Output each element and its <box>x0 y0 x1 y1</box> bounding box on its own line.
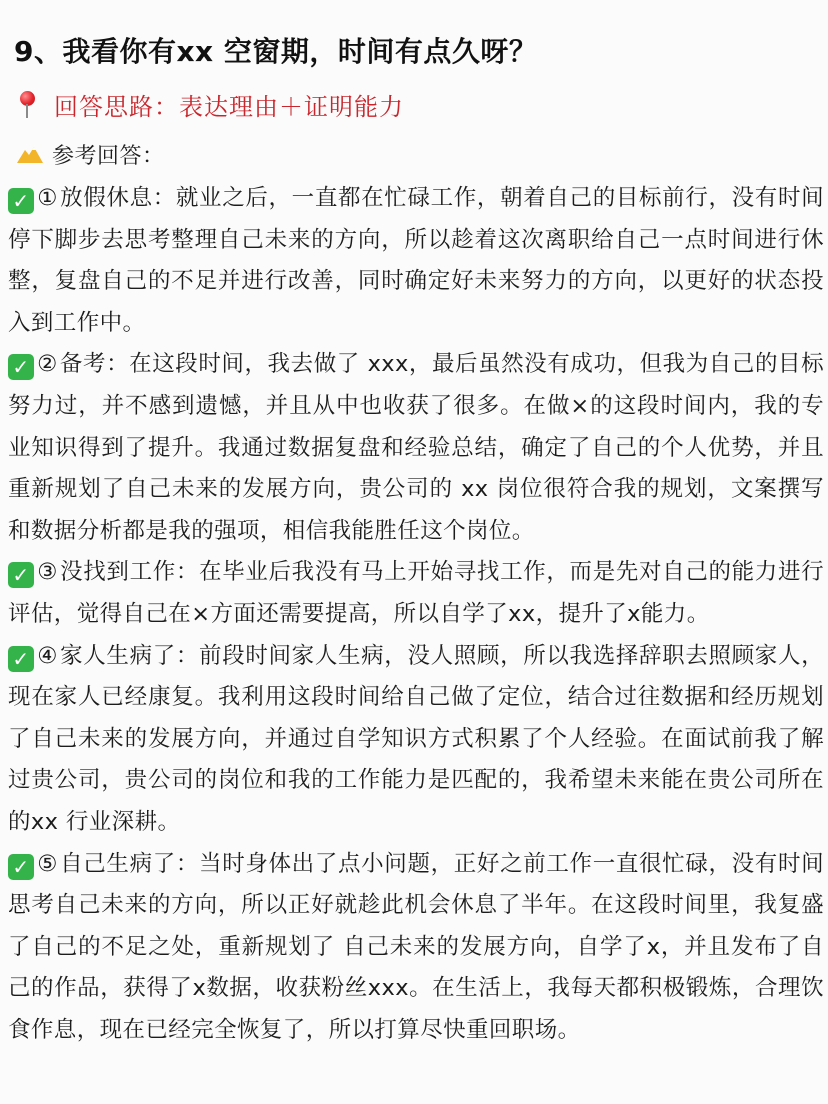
answer-text: 没找到工作：在毕业后我没有马上开始寻找工作，而是先对自己的能力进行评估，觉得自己在×方面还需要提高，所以自学了xx，提升了x能力。 <box>8 559 825 627</box>
answer-text: 备考：在这段时间，我去做了 xxx，最后虽然没有成功，但我为自己的目标努力过，并不感到遗憾，并且从中也收获了很多。在做×的这段时间内，我的专业知识得到了提升。我通过数据复盘和经验总结，确定了自己的个人优势，并且重新规划了自己未来的发展方向，贵公司的 xx 岗位很符合我的规划，文案撰写和数据分析都是我的强项，相信我能胜任这个岗位。 <box>8 351 824 544</box>
mountain-icon <box>16 144 44 164</box>
check-mark-button-icon: ✓ <box>8 646 34 672</box>
answer-number: ② <box>37 351 58 378</box>
answer-item <box>8 178 824 344</box>
check-mark-button-icon: ✓ <box>8 562 34 588</box>
answer-number: ① <box>37 185 59 211</box>
answer-approach <box>16 78 824 130</box>
check-mark-button-icon: ✓ <box>8 354 34 380</box>
answer-list <box>8 178 824 1051</box>
answer-item <box>8 844 824 1052</box>
check-mark-button-icon: ✓ <box>8 854 34 880</box>
check-mark-button-icon: ✓ <box>8 188 34 214</box>
answer-item <box>8 344 824 552</box>
answer-number: ③ <box>37 559 59 586</box>
question-title: 9、我看你有xx 空窗期，时间有点久呀？ <box>14 35 538 68</box>
reference-label: 参考回答： <box>52 143 165 169</box>
reference-answer-heading <box>16 130 824 178</box>
answer-number: ⑤ <box>37 850 59 877</box>
answer-text: 自己生病了：当时身体出了点小问题，正好之前工作一直很忙碌，没有时间思考自己未来的方向，所以正好就趁此机会休息了半年。在这段时间里，我复盛了自己的不足之处，重新规划了 自己未来的发展方向，自学了x，并且发布了自己的作品，获得了x数据，收获粉丝xxx。在生活上，我每天都积极锻炼，合理饮食作息，现在已经完全恢复了，所以打算尽快重回职场。 <box>8 850 825 1043</box>
answer-text: 家人生病了：前段时间家人生病，没人照顾，所以我选择辞职去照顾家人，现在家人已经康复。我利用这段时间给自己做了定位，结合过往数据和经历规划了自己未来的发展方向，并通过自学知识方式积累了个人经验。在面试前我了解过贵公司，贵公司的岗位和我的工作能力是匹配的，我希望未来能在贵公司所在的xx 行业深耕。 <box>8 642 825 835</box>
answer-number: ④ <box>37 642 59 669</box>
answer-item <box>8 552 824 635</box>
approach-text: 回答思路：表达理由＋证明能力 <box>54 92 404 121</box>
answer-item <box>8 636 824 844</box>
answer-text: 放假休息：就业之后，一直都在忙碌工作，朝着自己的目标前行，没有时间停下脚步去思考整理自己未来的方向，所以趁着这次离职给自己一点时间进行休整，复盘自己的不足并进行改善，同时确定好未来努力的方向，以更好的状态投入到工作中。 <box>8 185 825 336</box>
round-pushpin-icon <box>16 89 42 119</box>
